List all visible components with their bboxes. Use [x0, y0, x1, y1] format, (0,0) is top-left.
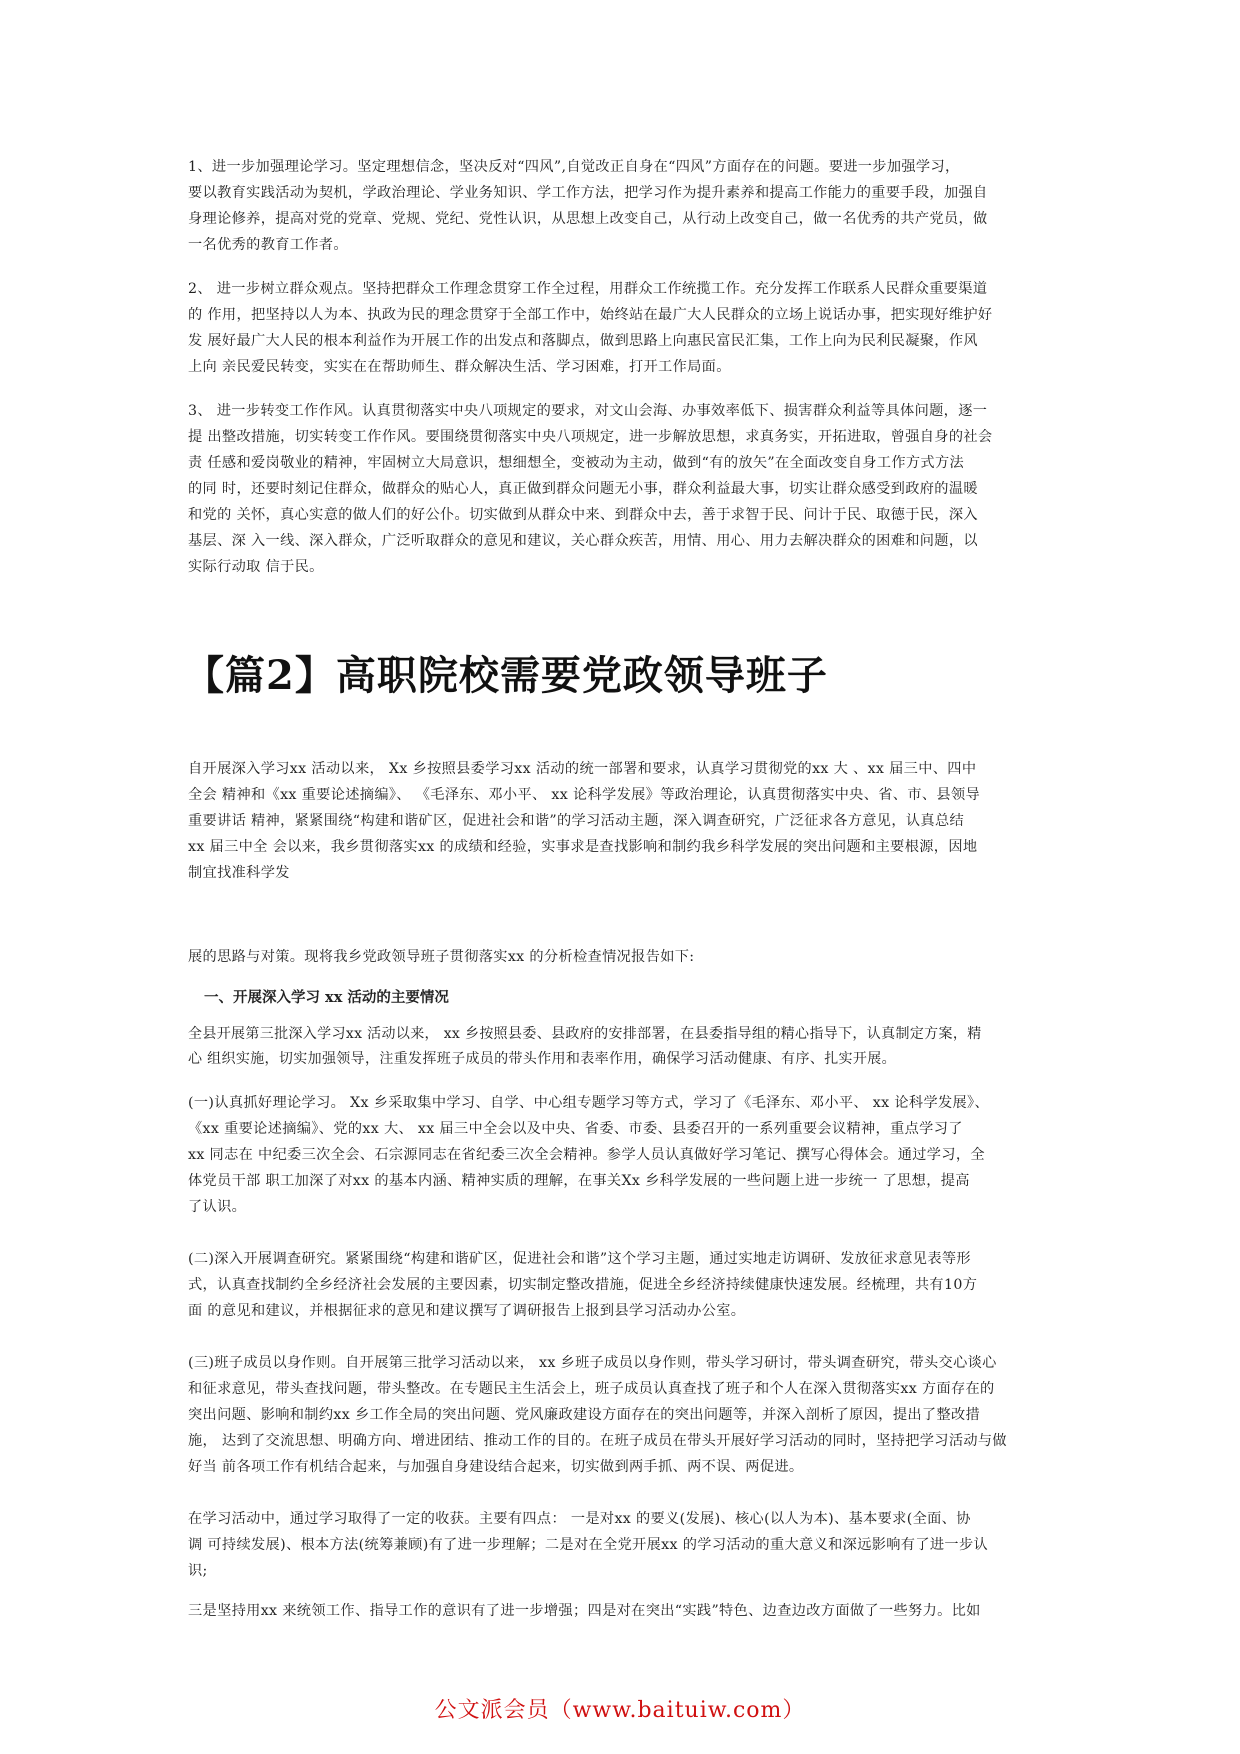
text-line: 重要讲话 精神，紧紧围绕“构建和谐矿区，促进社会和谐”的学习活动主题，深入调查研究，广泛征求各方意见，认真总结: [188, 813, 965, 829]
intro-paragraph: [188, 756, 1054, 886]
paragraph-gains: [188, 1506, 1054, 1584]
text-line: 身理论修养，提高对党的党章、党规、党纪、党性认识，从思想上改变自己，从行动上改变自己，做一名优秀的共产党员，做: [188, 211, 988, 227]
text-line: (三)班子成员以身作则。自开展第三批学习活动以来， xx 乡班子成员以身作则，带头学习研讨，带头调查研究，带头交心谈心: [188, 1355, 997, 1371]
text-line: 面 的意见和建议，并根据征求的意见和建议撰写了调研报告上报到县学习活动办公室。: [188, 1303, 746, 1319]
text-line: 式，认真查找制约全乡经济社会发展的主要因素，切实制定整改措施，促进全乡经济持续健康快速发展。经梳理，共有10方: [188, 1277, 978, 1293]
text-line: 上向 亲民爱民转变，实实在在帮助师生、群众解决生活、学习困难，打开工作局面。: [188, 359, 731, 375]
text-line: 突出问题、影响和制约xx 乡工作全局的突出问题、党风廉政建设方面存在的突出问题等，并深入剖析了原因，提出了整改措: [188, 1407, 981, 1423]
paragraph-research: [188, 1246, 1054, 1324]
text-line: 心 组织实施，切实加强领导，注重发挥班子成员的带头作用和表率作用，确保学习活动健康、有序、扎实开展。: [188, 1051, 896, 1067]
text-line: 的同 时，还要时刻记住群众，做群众的贴心人，真正做到群众问题无小事，群众利益最大事，切实让群众感受到政府的温暖: [188, 481, 978, 497]
text-line: 发 展好最广大人民的根本利益作为开展工作的出发点和落脚点，做到思路上向惠民富民汇集，工作上向为民利民凝聚，作风: [188, 333, 978, 349]
text-line: 识;: [188, 1563, 208, 1579]
text-line: xx 同志在 中纪委三次全会、石宗源同志在省纪委三次全会精神。参学人员认真做好学习笔记、撰写心得体会。通过学习，全: [188, 1147, 985, 1163]
text-line: 2、 进一步树立群众观点。坚持把群众工作理念贯穿工作全过程，用群众工作统揽工作。充分发挥工作联系人民群众重要渠道: [188, 281, 988, 297]
text-line: 和征求意见，带头查找问题，带头整改。在专题民主生活会上，班子成员认真查找了班子和个人在深入贯彻落实xx 方面存在的: [188, 1381, 995, 1397]
paragraph-overview: [188, 1022, 1054, 1072]
text-line: (二)深入开展调查研究。紧紧围绕“构建和谐矿区，促进社会和谐”这个学习主题，通过实地走访调研、发放征求意见表等形: [188, 1251, 971, 1267]
paragraph-gains-continued: [188, 1598, 1054, 1624]
text-line: 三是坚持用xx 来统领工作、指导工作的意识有了进一步增强；四是对在突出“实践”特色、边查边改方面做了一些努力。比如: [188, 1603, 981, 1619]
footer-watermark-link[interactable]: 公文派会员（www.baituiw.com）: [434, 1698, 806, 1723]
paragraph-theory-study: [188, 1090, 1054, 1220]
paragraph-3: [188, 398, 1054, 580]
text-line: 和党的 关怀，真心实意的做人们的好公仆。切实做到从群众中来、到群众中去，善于求智于民、问计于民、取德于民，深入: [188, 507, 978, 523]
text-line: 自开展深入学习xx 活动以来， Xx 乡按照县委学习xx 活动的统一部署和要求，认真学习贯彻党的xx 大 、xx 届三中、四中: [188, 761, 977, 777]
text-line: 了认识。: [188, 1199, 247, 1215]
text-line: 施， 达到了交流思想、明确方向、增进团结、推动工作的目的。在班子成员在带头开展好学习活动的同时，坚持把学习活动与做: [188, 1433, 1007, 1449]
text-line: (一)认真抓好理论学习。 Xx 乡采取集中学习、自学、中心组专题学习等方式，学习了《毛泽东、邓小平、 xx 论科学发展》、: [188, 1095, 990, 1111]
text-line: 基层、深 入一线、深入群众，广泛听取群众的意见和建议，关心群众疾苦，用情、用心、用力去解决群众的困难和问题，以: [188, 533, 978, 549]
paragraph-leadership: [188, 1350, 1054, 1480]
text-line: 调 可持续发展)、根本方法(统筹兼顾)有了进一步理解；二是对在全党开展xx 的学习活动的重大意义和深远影响有了进一步认: [188, 1537, 989, 1553]
paragraph-2: [188, 276, 1054, 380]
text-line: 体党员干部 职工加深了对xx 的基本内涵、精神实质的理解，在事关Xx 乡科学发展的一些问题上进一步统一 了思想，提高: [188, 1173, 970, 1189]
text-line: 1、进一步加强理论学习。坚定理想信念，坚决反对“四风”,自觉改正自身在“四风”方面存在的问题。要进一步加强学习，: [188, 159, 960, 175]
text-line: 《xx 重要论述摘编》、党的xx 大、 xx 届三中全会以及中央、省委、市委、县委召开的一系列重要会议精神，重点学习了: [188, 1121, 963, 1137]
text-line: 好当 前各项工作有机结合起来，与加强自身建设结合起来，切实做到两手抓、两不误、两促进。: [188, 1459, 804, 1475]
subheading: 一、开展深入学习 xx 活动的主要情况: [204, 989, 449, 1006]
text-line: 提 出整改措施，切实转变工作作风。要围绕贯彻落实中央八项规定，进一步解放思想，求真务实，开拓进取，曾强自身的社会: [188, 429, 993, 445]
text-line: 3、 进一步转变工作作风。认真贯彻落实中央八项规定的要求，对文山会海、办事效率低下、损害群众利益等具体问题，逐一: [188, 403, 988, 419]
text-line: 责 任感和爱岗敬业的精神，牢固树立大局意识，想细想全，变被动为主动，做到“有的放矢”在全面改变自身工作方式方法: [188, 455, 965, 471]
text-line: 在学习活动中，通过学习取得了一定的收获。主要有四点： 一是对xx 的要义(发展)、核心(以人为本)、基本要求(全面、协: [188, 1511, 971, 1527]
section-title: 【篇2】高职院校需要党政领导班子: [184, 652, 828, 699]
text-line: 要以教育实践活动为契机，学政治理论、学业务知识、学工作方法，把学习作为提升素养和提高工作能力的重要手段，加强自: [188, 185, 988, 201]
text-line: 制宜找准科学发: [188, 865, 290, 881]
text-line: 的 作用，把坚持以人为本、执政为民的理念贯穿于全部工作中，始终站在最广大人民群众的立场上说话办事，把实现好维护好: [188, 307, 993, 323]
text-line: 展的思路与对策。现将我乡党政领导班子贯彻落实xx 的分析检查情况报告如下:: [188, 949, 695, 965]
text-line: 全会 精神和《xx 重要论述摘编》、 《毛泽东、邓小平、 xx 论科学发展》等政治理论，认真贯彻落实中央、省、市、县领导: [188, 787, 981, 803]
intro-paragraph-2: [188, 944, 1054, 970]
paragraph-1: [188, 154, 1054, 258]
text-line: xx 届三中全 会以来，我乡贯彻落实xx 的成绩和经验，实事求是查找影响和制约我乡科学发展的突出问题和主要根源，因地: [188, 839, 978, 855]
text-line: 全县开展第三批深入学习xx 活动以来， xx 乡按照县委、县政府的安排部署，在县委指导组的精心指导下，认真制定方案，精: [188, 1026, 982, 1042]
text-line: 一名优秀的教育工作者。: [188, 237, 348, 253]
text-line: 实际行动取 信于民。: [188, 559, 324, 575]
